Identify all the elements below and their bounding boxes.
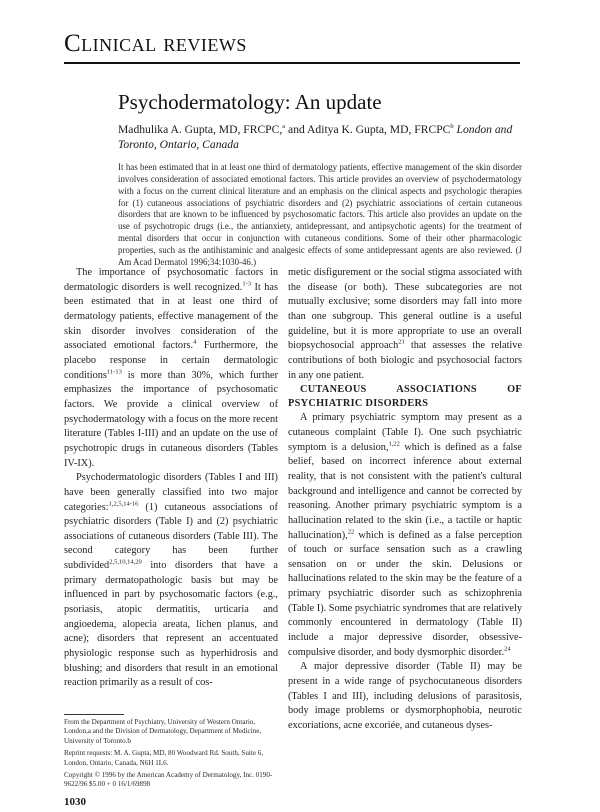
article-title: Psychodermatology: An update bbox=[118, 90, 382, 114]
page-number: 1030 bbox=[64, 796, 86, 808]
footnotes bbox=[64, 718, 278, 793]
section-subheading: CUTANEOUS ASSOCIATIONS OF PSYCHIATRIC DISORDERS bbox=[288, 384, 522, 410]
citation-marker: 21 bbox=[398, 338, 405, 346]
footnote-affiliation: From the Department of Psychiatry, University of Western Ontario, London,a and the Division of Dermatology, Department of Medicine, University of Toronto.b bbox=[64, 718, 262, 745]
author-1-affiliation-mark: a bbox=[282, 123, 286, 131]
citation-marker: 2,5,10,14,20 bbox=[109, 558, 142, 566]
footnote-copyright: Copyright © 1996 by the American Academy of Dermatology, Inc. 0190-9622/96 $5.00 + 0 16/1/69898 bbox=[64, 771, 273, 789]
body-paragraph: metic disfigurement or the social stigma associated with the disease (or both). These subcategories are not mutually exclusive; some disorders may fall into more than one subgroup. This general outline is a useful guideline, but it is more appropriate to use an overall biopsychosocial approach$^{21}$ that assesses the relative contributions of both biologic and psychosocial factors in any one patient. bbox=[288, 267, 523, 381]
citation-marker: 24 bbox=[504, 645, 511, 653]
body-paragraph: The importance of psychosomatic factors in dermatologic disorders is well recognized.$^{1-3}$ It has been estimated that in at least one third of dermatology patients, effective management of the skin disorder involves consideration of the associated emotional factors.$^4$ Furthermore, the placebo response in certain dermatologic conditions$^{11-13}$ is more than 30%, which further emphasizes the importance of psychosomatic factors. We provide a clinical overview of psychodermatology with a focus on the more recent literature (Tables I-III) and an update on the use of psychotropic drugs in cutaneous disorders (Tables IV-IX). bbox=[64, 267, 278, 469]
footnote-rule bbox=[64, 714, 124, 715]
citation-marker: 1-3 bbox=[242, 280, 252, 288]
author-2-affiliation-mark: b bbox=[450, 123, 454, 131]
section-heading: Clinical reviews bbox=[64, 30, 247, 57]
article-authors bbox=[118, 122, 518, 152]
body-paragraph: A primary psychiatric symptom may present as a cutaneous complaint (Table I). One such psychiatric symptom is a delusion,$^{1,22}$ which is defined as a false belief, based on incorrect inference about external reality, that is not consistent with the patient's cultural background and intelligence and cannot be corrected by reasoning. Another primary psychiatric symptom is a hallucination related to the skin (i.e., a tactile or haptic hallucination),$^{22}$ which is defined as a false perception of touch or surface sensation such as a crawling sensation on or under the skin. Delusions or hallucinations related to the skin may be the feature of a primary psychiatric disorder such as schizophrenia (Table I). Some psychiatric syndromes that are relatively commonly encountered in dermatology (Table II) include a major depressive disorder, obsessive-compulsive disorder, and body dysmorphic disorder.$^{24}$ bbox=[288, 412, 522, 658]
author-1: Madhulika A. Gupta, MD, FRCPC, bbox=[118, 123, 283, 136]
section-rule bbox=[64, 62, 520, 64]
abstract: It has been estimated that in at least one third of dermatology patients, effective management of the skin disorder involves consideration of associated emotional factors. This article provides an overview of psychodermatology with a focus on the current clinical literature and an emphasis on the clinical aspects and psychologic therapies for (1) cutaneous associations of psychiatric disorders and (2) psychiatric associations of certain cutaneous disorders that are known to be influenced by psychosomatic factors. This article also provides an update on the use of psychotropic drugs (i.e., the antianxiety, antidepressant, and antipsychotic agents) for the treatment of mental disorders that occur in conjunction with cutaneous conditions. Some of their other pharmacologic properties, such as the antihistaminic and analgesic effects of some antidepressant agents are also reviewed. (J Am Acad Dermatol 1996;34:1030-46.) bbox=[118, 162, 522, 267]
citation-marker: 1,2,5,14-16 bbox=[108, 500, 139, 508]
footnote-reprints: Reprint requests: M. A. Gupta, MD, 80 Woodward Rd. South, Suite 6, London, Ontario, Canada, N6H 1L6. bbox=[64, 749, 264, 767]
citation-marker: 4 bbox=[193, 338, 197, 346]
body-column-right bbox=[288, 266, 522, 734]
body-paragraph: Psychodermatologic disorders (Tables I and III) have been generally classified into two major categories:$^{1,2,5,14-16}$ (1) cutaneous associations of psychiatric disorders (Table I) and (2) psychiatric associations of cutaneous disorders (Table III). The second category has been further subdivided$^{2,5,10,14,20}$ into disorders that have a primary dermatopathologic basis but may be influenced in part by psychosomatic factors (e.g., psoriasis, atopic dermatitis, urticaria and angioedema, alopecia areata, lichen planus, and acne); disorders that represent an accentuated physiologic response such as hyperhidrosis and blushing; and disorders that result in an emotional reaction primarily as a result of cos- bbox=[64, 472, 278, 689]
author-location: London and Toronto, Ontario, Canada bbox=[118, 123, 513, 151]
citation-marker: 1,22 bbox=[388, 440, 400, 448]
citation-marker: 22 bbox=[347, 528, 355, 536]
citation-marker: 11-13 bbox=[106, 368, 122, 376]
body-column-left bbox=[64, 266, 278, 691]
author-2: and Aditya K. Gupta, MD, FRCPC bbox=[285, 123, 451, 136]
body-paragraph: A major depressive disorder (Table II) may be present in a wide range of psychocutaneous disorders (Tables I and III), including delusions of parasitosis, body image problems or dysmorphophobia, neurotic excoriations, acne excoriée, and cutaneous dyses- bbox=[288, 661, 522, 732]
